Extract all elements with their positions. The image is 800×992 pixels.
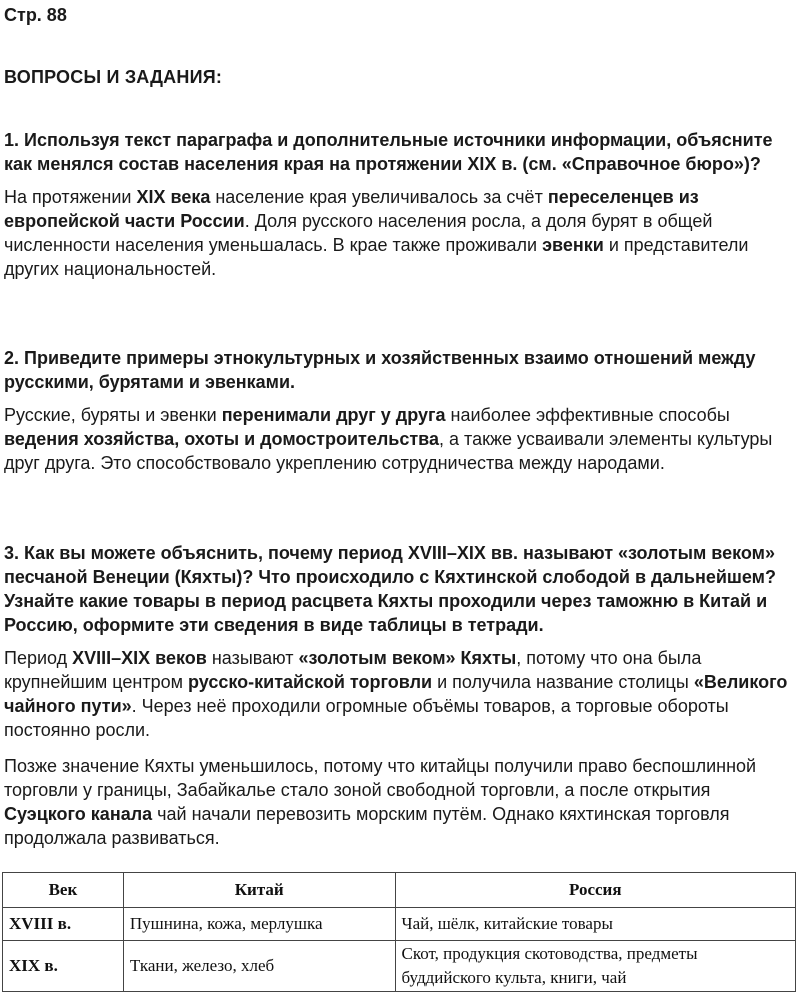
question-block-1 [4, 128, 794, 281]
goods-table [2, 872, 796, 992]
answer-emphasis: Суэцкого канала [4, 804, 153, 824]
section-heading: ВОПРОСЫ И ЗАДАНИЯ: [4, 67, 223, 87]
answer-emphasis: ведения хозяйства, охоты и домостроительства [4, 429, 440, 449]
table-row [3, 908, 796, 941]
answer-text: . Через неё проходили огромные объёмы товаров, а торговые обороты постоянно росли. [4, 696, 729, 740]
table-cell-china: Пушнина, кожа, мерлушка [123, 908, 395, 941]
answer-2 [4, 403, 794, 475]
answer-text: Русские, буряты и эвенки [4, 405, 222, 425]
answer-text: население края увеличивалось за счёт [210, 187, 548, 207]
answer-text: . Доля русского населения росла, а доля бурят в общей численности населения уменьшалась. В крае также проживали [4, 211, 713, 255]
answer-3b [4, 754, 794, 850]
table-cell-china: Ткани, железо, хлеб [123, 941, 395, 992]
answer-emphasis: «Великого чайного пути» [4, 672, 788, 716]
answer-emphasis: XVIII–XIX веков [72, 648, 207, 668]
table-header-china: Китай [123, 873, 395, 908]
table-header-century: Век [3, 873, 124, 908]
answer-text: называют [206, 648, 299, 668]
answer-emphasis: перенимали друг у друга [221, 405, 446, 425]
table-header-row [3, 873, 796, 908]
answer-3a [4, 646, 794, 742]
question-block-3 [4, 541, 794, 850]
answer-emphasis: «золотым веком» Кяхты [298, 648, 517, 668]
answer-emphasis: переселенцев из европейской части России [4, 187, 699, 231]
answer-text: Позже значение Кяхты уменьшилось, потому что китайцы получили право беспошлинной торговли у границы, Забайкалье стало зоной свободной торговли, а после открытия [4, 756, 757, 800]
table-header-russia: Россия [395, 873, 795, 908]
answer-emphasis: русско-китайской торговли [188, 672, 433, 692]
question-3: 3. Как вы можете объяснить, почему период XVIII–XIX вв. называют «золотым веком» песчаной Венеции (Кяхты)? Что происходило с Кяхтинской слободой в дальнейшем? Узнайте какие товары в период расцвета Кяхты проходили через таможню в Китай и Россию, оформите эти сведения в виде таблицы в тетради. [4, 543, 776, 635]
answer-text: наиболее эффективные способы [445, 405, 730, 425]
table-cell-russia-line: Скот, продукция скотоводства, предметы [401, 944, 698, 963]
table-row [3, 941, 796, 992]
table-cell-century: XIX в. [3, 941, 124, 992]
question-block-2 [4, 346, 794, 475]
answer-1 [4, 185, 794, 281]
table-cell-russia [395, 908, 795, 941]
question-2: 2. Приведите примеры этнокультурных и хозяйственных взаимо отношений между русскими, бурятами и эвенками. [4, 348, 756, 392]
answer-text: чай начали перевозить морским путём. Однако кяхтинская торговля продолжала развиваться. [4, 804, 730, 848]
answer-text: , потому что она была крупнейшим центром [4, 648, 702, 692]
answer-text: и представители других национальностей. [4, 235, 749, 279]
question-1: 1. Используя текст параграфа и дополнительные источники информации, объясните как менялся состав населения края на протяжении XIX в. (см. «Справочное бюро»)? [4, 130, 773, 174]
table-cell-russia [395, 941, 795, 992]
answer-emphasis: эвенки [542, 235, 604, 255]
answer-emphasis: XIX века [136, 187, 211, 207]
answer-text: На протяжении [4, 187, 137, 207]
table-cell-century: XVIII в. [3, 908, 124, 941]
answer-text: Период [4, 648, 73, 668]
answer-text: и получила название столицы [432, 672, 694, 692]
table-cell-russia-line: буддийского культа, книги, чай [401, 968, 627, 987]
table-cell-russia-line: Чай, шёлк, китайские товары [401, 914, 613, 933]
answer-text: , а также усваивали элементы культуры друг друга. Это способствовало укреплению сотрудничества между народами. [4, 429, 773, 473]
page-number: Стр. 88 [4, 5, 67, 25]
